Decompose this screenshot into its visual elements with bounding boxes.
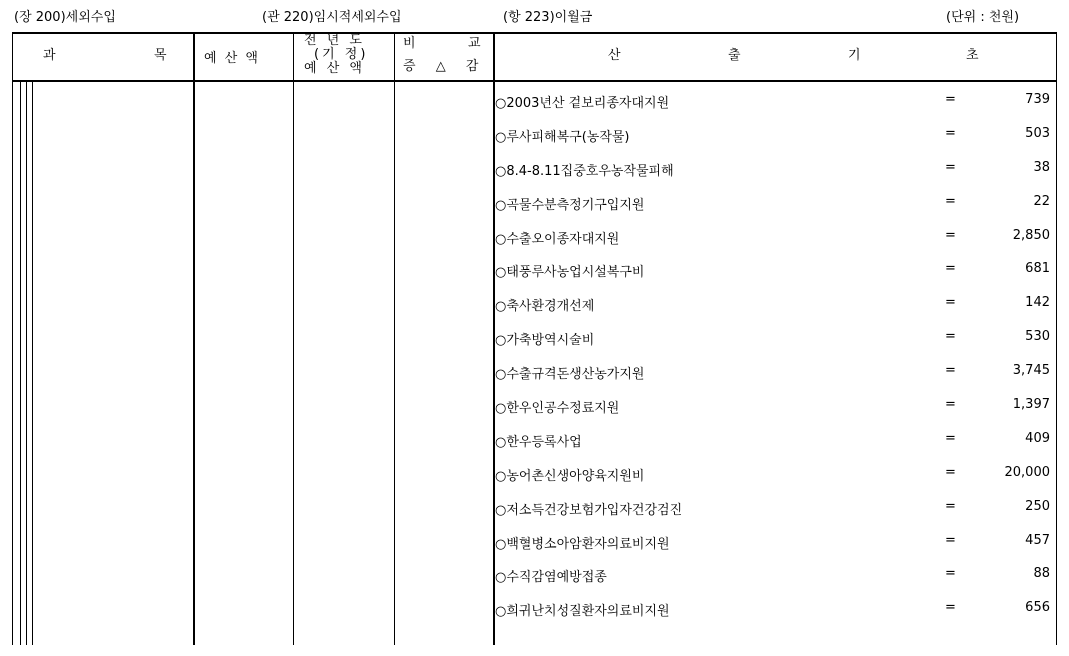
- equals-sign: =: [945, 566, 956, 582]
- equals-sign: =: [945, 600, 956, 616]
- hang-label: (항 223)이월금: [503, 10, 593, 25]
- equals-sign: =: [945, 430, 956, 446]
- header-gwamok-right: 목: [154, 48, 167, 63]
- gwan-label: (관 220)임시적세외수입: [262, 10, 402, 25]
- basis-row: [495, 90, 1055, 124]
- equals-sign: =: [945, 464, 956, 480]
- header-compare-right: 교: [468, 36, 481, 51]
- item-amount: 656: [1025, 600, 1050, 616]
- equals-sign: =: [945, 125, 956, 141]
- item-name: ○한우인공수정료지원: [495, 401, 620, 417]
- equals-sign: =: [945, 295, 956, 311]
- basis-row: [495, 158, 1055, 192]
- header-compare-line2: 증 △ 감: [403, 59, 487, 74]
- col-divider-prev: [293, 33, 294, 645]
- equals-sign: =: [945, 227, 956, 243]
- item-name: ○루사피해복구(농작물): [495, 129, 630, 145]
- item-name: ○희귀난치성질환자의료비지원: [495, 604, 670, 620]
- item-amount: 142: [1025, 295, 1050, 311]
- item-amount: 250: [1025, 498, 1050, 514]
- item-amount: 409: [1025, 430, 1050, 446]
- basis-row: [495, 124, 1055, 158]
- basis-row: [495, 598, 1055, 632]
- item-amount: 530: [1025, 329, 1050, 345]
- header-prev-line3: 예 산 액: [304, 61, 365, 76]
- item-name: ○축사환경개선제: [495, 299, 595, 315]
- equals-sign: =: [945, 363, 956, 379]
- item-amount: 681: [1025, 261, 1050, 277]
- header-budget: 예 산 액: [204, 51, 260, 66]
- item-name: ○농어촌신생아양육지원비: [495, 468, 645, 484]
- equals-sign: =: [945, 397, 956, 413]
- header-basis-3: 기: [848, 48, 861, 63]
- col-divider-compare: [394, 33, 395, 645]
- hierarchy-line-1: [20, 81, 21, 645]
- equals-sign: =: [945, 159, 956, 175]
- header-prev-line1: 전 년 도: [304, 33, 365, 48]
- unit-label: (단위 : 천원): [946, 10, 1020, 25]
- item-name: ○수출오이종자대지원: [495, 231, 620, 247]
- basis-row: [495, 429, 1055, 463]
- item-name: ○한우등록사업: [495, 434, 582, 450]
- item-name: ○곡물수분측정기구입지원: [495, 197, 645, 213]
- item-amount: 739: [1025, 92, 1050, 107]
- basis-row: [495, 259, 1055, 293]
- equals-sign: =: [945, 261, 956, 277]
- basis-row: [495, 192, 1055, 226]
- item-amount: 3,745: [1012, 363, 1050, 379]
- basis-row: [495, 361, 1055, 395]
- item-amount: 457: [1025, 532, 1050, 548]
- item-amount: 1,397: [1012, 397, 1050, 413]
- col-divider-budget: [193, 33, 195, 645]
- item-name: ○태풍루사농업시설복구비: [495, 265, 645, 281]
- equals-sign: =: [945, 193, 956, 209]
- item-amount: 22: [1033, 193, 1050, 209]
- equals-sign: =: [945, 92, 956, 107]
- jang-label: (장 200)세외수입: [14, 10, 116, 25]
- basis-row: [495, 463, 1055, 497]
- basis-row: [495, 497, 1055, 531]
- basis-list: [495, 90, 1055, 632]
- item-amount: 2,850: [1012, 227, 1050, 243]
- item-name: ○수직감염예방접종: [495, 570, 607, 586]
- header-basis-2: 출: [728, 48, 741, 63]
- item-name: ○저소득건강보험가입자건강검진: [495, 502, 683, 518]
- header-gwamok-left: 과: [43, 48, 56, 63]
- item-amount: 38: [1033, 159, 1050, 175]
- item-amount: 88: [1033, 566, 1050, 582]
- header-divider: [12, 80, 1057, 82]
- basis-row: [495, 293, 1055, 327]
- equals-sign: =: [945, 532, 956, 548]
- item-name: ○8.4-8.11집중호우농작물피해: [495, 163, 674, 179]
- item-amount: 20,000: [1004, 464, 1050, 480]
- basis-row: [495, 395, 1055, 429]
- basis-row: [495, 531, 1055, 565]
- item-name: ○백혈병소아암환자의료비지원: [495, 536, 670, 552]
- item-name: ○2003년산 겉보리종자대지원: [495, 96, 670, 111]
- equals-sign: =: [945, 498, 956, 514]
- basis-row: [495, 564, 1055, 598]
- header-basis-4: 초: [966, 48, 979, 63]
- basis-row: [495, 226, 1055, 260]
- hierarchy-line-3: [32, 81, 33, 645]
- item-amount: 503: [1025, 125, 1050, 141]
- header-compare-left: 비: [403, 36, 416, 51]
- item-name: ○가축방역시술비: [495, 333, 595, 349]
- item-name: ○수출규격돈생산농가지원: [495, 367, 645, 383]
- basis-row: [495, 327, 1055, 361]
- header-prev-line2: (기 정): [314, 47, 369, 62]
- hierarchy-line-2: [26, 81, 27, 645]
- header-basis-1: 산: [608, 48, 621, 63]
- equals-sign: =: [945, 329, 956, 345]
